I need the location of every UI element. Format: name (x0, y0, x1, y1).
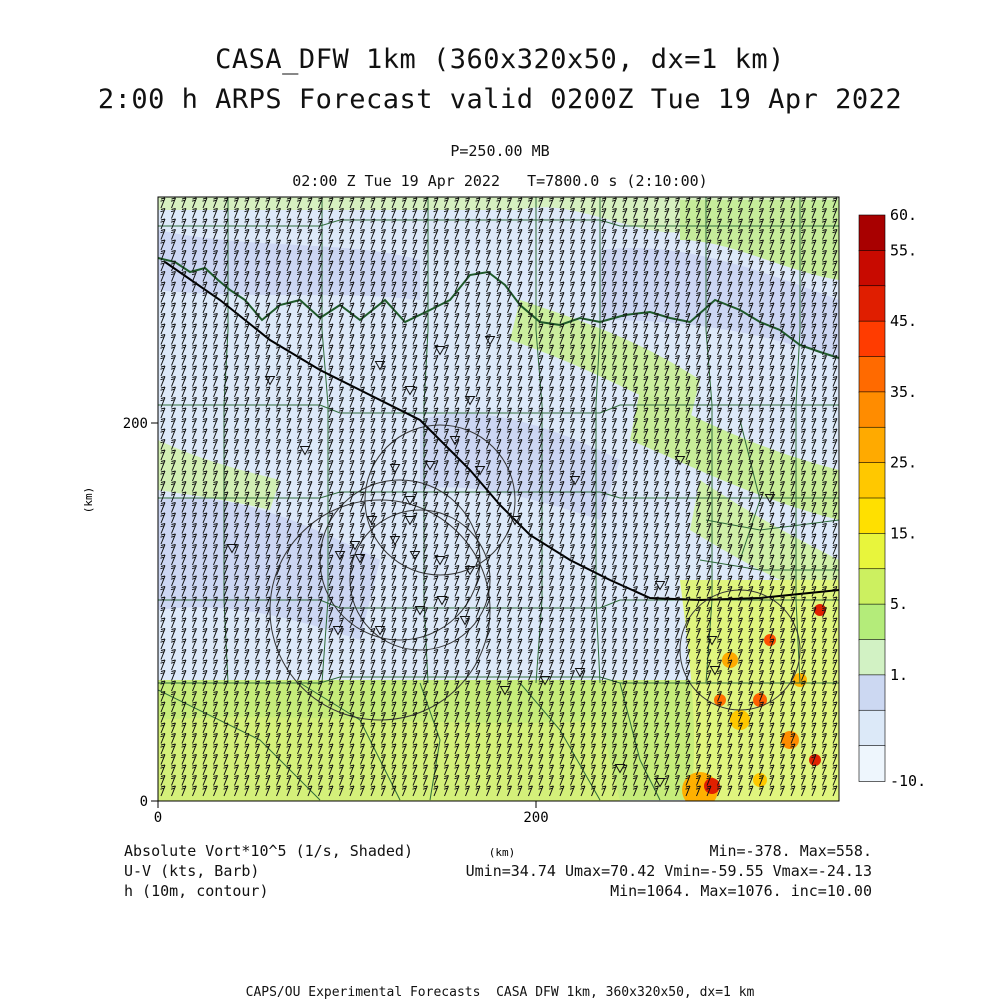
x-axis-label: (km) (488, 846, 516, 859)
colorbar-swatch (859, 604, 885, 640)
legend-field2: U-V (kts, Barb) (124, 862, 260, 880)
colorbar-label: 45. (890, 312, 918, 331)
valid-time: 02:00 Z Tue 19 Apr 2022 T=7800.0 s (2:10:00) (292, 172, 708, 190)
colorbar-label: 60. (890, 206, 918, 224)
legend-field3: h (10m, contour) (124, 882, 269, 900)
colorbar-swatch (859, 640, 885, 676)
colorbar-swatch (859, 250, 885, 286)
plot-title-line2: 2:00 h ARPS Forecast valid 0200Z Tue 19 Apr 2022 (97, 84, 903, 115)
colorbar-swatch (859, 286, 885, 322)
pressure-level: P=250.00 MB (450, 142, 550, 160)
colorbar-label: 35. (890, 382, 918, 401)
colorbar-label: 1. (890, 665, 909, 684)
colorbar-swatch (859, 746, 885, 782)
legend-field1-stats: Min=-378. Max=558. (709, 842, 872, 860)
legend-field3-stats: Min=1064. Max=1076. inc=10.00 (610, 882, 872, 900)
colorbar-swatch (859, 427, 885, 463)
colorbar-swatch (859, 675, 885, 711)
colorbar-swatch (859, 569, 885, 605)
colorbar-swatch (859, 392, 885, 428)
colorbar-swatch (859, 463, 885, 499)
y-tick-label-200: 200 (122, 416, 148, 432)
legend-field2-stats: Umin=34.74 Umax=70.42 Vmin=-59.55 Vmax=-24.13 (465, 862, 872, 880)
colorbar-swatch (859, 321, 885, 357)
colorbar-label: 15. (890, 524, 918, 543)
y-tick-label-0: 0 (139, 794, 148, 810)
colorbar-swatch (859, 357, 885, 393)
x-tick-label-200: 200 (523, 810, 549, 826)
plot-title-line1: CASA_DFW 1km (360x320x50, dx=1 km) (215, 44, 785, 75)
footer-credit: CAPS/OU Experimental Forecasts CASA DFW 1km, 360x320x50, dx=1 km (245, 985, 755, 1000)
colorbar-swatch (859, 710, 885, 746)
colorbar-label: 25. (890, 453, 918, 472)
colorbar-label: -10. (890, 772, 927, 790)
colorbar-label: 5. (890, 595, 909, 614)
x-tick-label-0: 0 (153, 810, 163, 826)
legend-field1: Absolute Vort*10^5 (1/s, Shaded) (124, 842, 413, 860)
y-axis-label: (km) (82, 486, 95, 514)
colorbar (859, 206, 926, 790)
colorbar-swatch (859, 498, 885, 534)
colorbar-label: 55. (890, 241, 918, 260)
colorbar-swatch (859, 533, 885, 569)
colorbar-swatch (859, 215, 885, 251)
